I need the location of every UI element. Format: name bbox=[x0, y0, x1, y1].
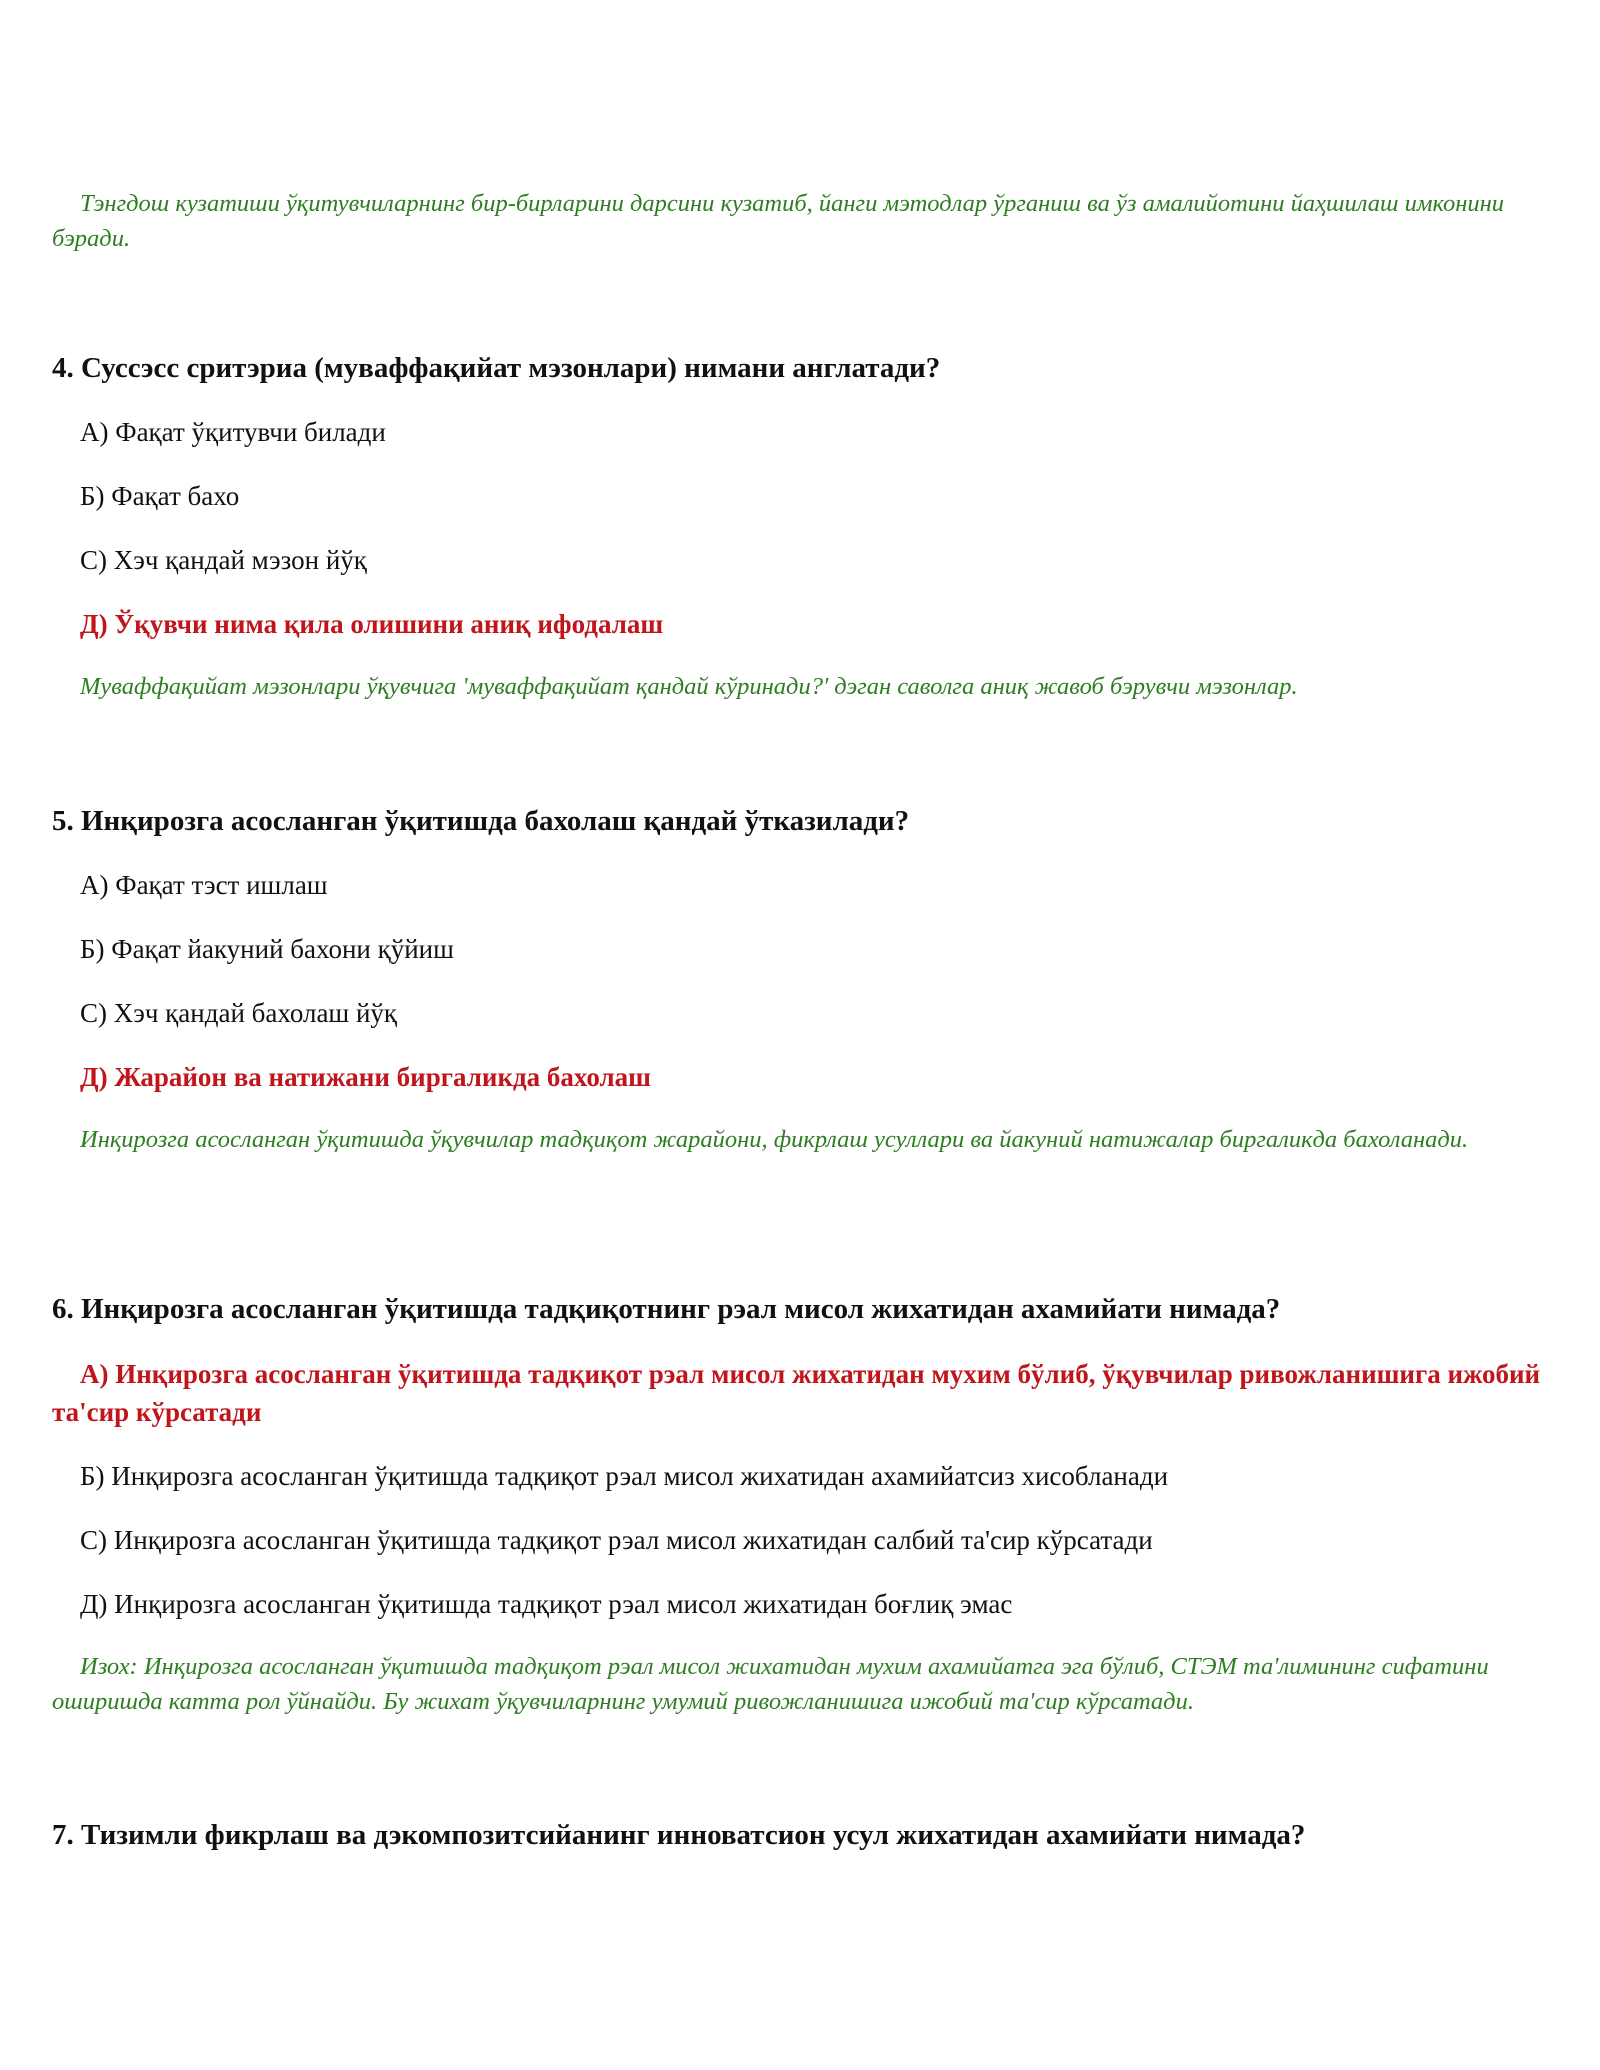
question-4-explanation: Муваффақийат мэзонлари ўқувчига 'муваффақийат қандай кўринади?' дэган саволга аниқ жавоб бэрувчи мэзонлар. bbox=[80, 673, 1298, 700]
question-4-title: 4. Суссэсс сритэриа (муваффақийат мэзонлари) нимани англатади? bbox=[52, 352, 941, 384]
question-6-correct-answer: А) Инқирозга асосланган ўқитишда тадқиқот рэал мисол жихатидан мухим бўлиб, ўқувчилар ривожланишига ижобий та'сир кўрсатади bbox=[52, 1359, 1541, 1427]
question-5-title-block bbox=[52, 801, 1552, 841]
question-7-title-block bbox=[52, 1815, 1552, 1855]
question-4-option-a: А) Фақат ўқитувчи билади bbox=[80, 417, 386, 447]
question-5-option-c: С) Хэч қандай бахолаш йўқ bbox=[80, 998, 398, 1028]
question-6-option-a-block bbox=[52, 1355, 1552, 1431]
intro-explanation: Тэнгдош кузатиши ўқитувчиларнинг бир-бирларини дарсини кузатиб, йанги мэтодлар ўрганиш ва ўз амалийотини йаҳшилаш имконини бэради. bbox=[52, 190, 1505, 252]
question-4-option-b-block bbox=[52, 477, 1552, 515]
question-5-explanation: Инқирозга асосланган ўқитишда ўқувчилар тадқиқот жарайони, фикрлаш усуллари ва йакуний натижалар биргаликда бахоланади. bbox=[80, 1126, 1469, 1153]
question-6-explanation-block bbox=[52, 1649, 1552, 1719]
question-5-option-b: Б) Фақат йакуний бахони қўйиш bbox=[80, 934, 454, 964]
question-4-explanation-block bbox=[52, 669, 1552, 704]
question-4-option-c-block bbox=[52, 541, 1552, 579]
question-6-title: 6. Инқирозга асосланган ўқитишда тадқиқотнинг рэал мисол жихатидан ахамийати нимада? bbox=[52, 1293, 1281, 1325]
question-5-title: 5. Инқирозга асосланган ўқитишда бахолаш қандай ўтказилади? bbox=[52, 805, 910, 837]
question-4-correct-answer: Д) Ўқувчи нима қила олишини аниқ ифодалаш bbox=[80, 609, 664, 639]
question-6-title-block bbox=[52, 1289, 1552, 1329]
question-5-option-a: А) Фақат тэст ишлаш bbox=[80, 870, 328, 900]
question-5-correct-answer: Д) Жарайон ва натижани биргаликда бахолаш bbox=[80, 1062, 651, 1092]
question-6-option-d-block bbox=[52, 1585, 1552, 1623]
question-5-option-d-block bbox=[52, 1058, 1552, 1096]
question-4-option-a-block bbox=[52, 413, 1552, 451]
question-5-option-c-block bbox=[52, 994, 1552, 1032]
question-6-option-d: Д) Инқирозга асосланган ўқитишда тадқиқот рэал мисол жихатидан боғлиқ эмас bbox=[80, 1589, 1013, 1619]
question-4-option-d-block bbox=[52, 605, 1552, 643]
question-6-explanation: Изох: Инқирозга асосланган ўқитишда тадқиқот рэал мисол жихатидан мухим ахамийатга эга бўлиб, СТЭМ та'лимининг сифатини оширишда катта рол ўйнайди. Бу жихат ўқувчиларнинг умумий ривожланишига ижобий та'сир кўрсатади. bbox=[52, 1653, 1489, 1715]
question-6-option-b-block bbox=[52, 1457, 1552, 1495]
question-5-explanation-block bbox=[52, 1122, 1552, 1157]
question-6-option-c: С) Инқирозга асосланган ўқитишда тадқиқот рэал мисол жихатидан салбий та'сир кўрсатади bbox=[80, 1525, 1153, 1555]
question-7-title: 7. Тизимли фикрлаш ва дэкомпозитсийанинг инноватсион усул жихатидан ахамийати нимада? bbox=[52, 1819, 1306, 1851]
intro-explanation-block bbox=[52, 186, 1552, 256]
question-6-option-b: Б) Инқирозга асосланган ўқитишда тадқиқот рэал мисол жихатидан ахамийатсиз хисобланади bbox=[80, 1461, 1169, 1491]
question-6-option-c-block bbox=[52, 1521, 1552, 1559]
question-5-option-a-block bbox=[52, 866, 1552, 904]
question-4-title-block bbox=[52, 348, 1552, 388]
question-5-option-b-block bbox=[52, 930, 1552, 968]
question-4-option-b: Б) Фақат бахо bbox=[80, 481, 240, 511]
question-4-option-c: С) Хэч қандай мэзон йўқ bbox=[80, 545, 367, 575]
